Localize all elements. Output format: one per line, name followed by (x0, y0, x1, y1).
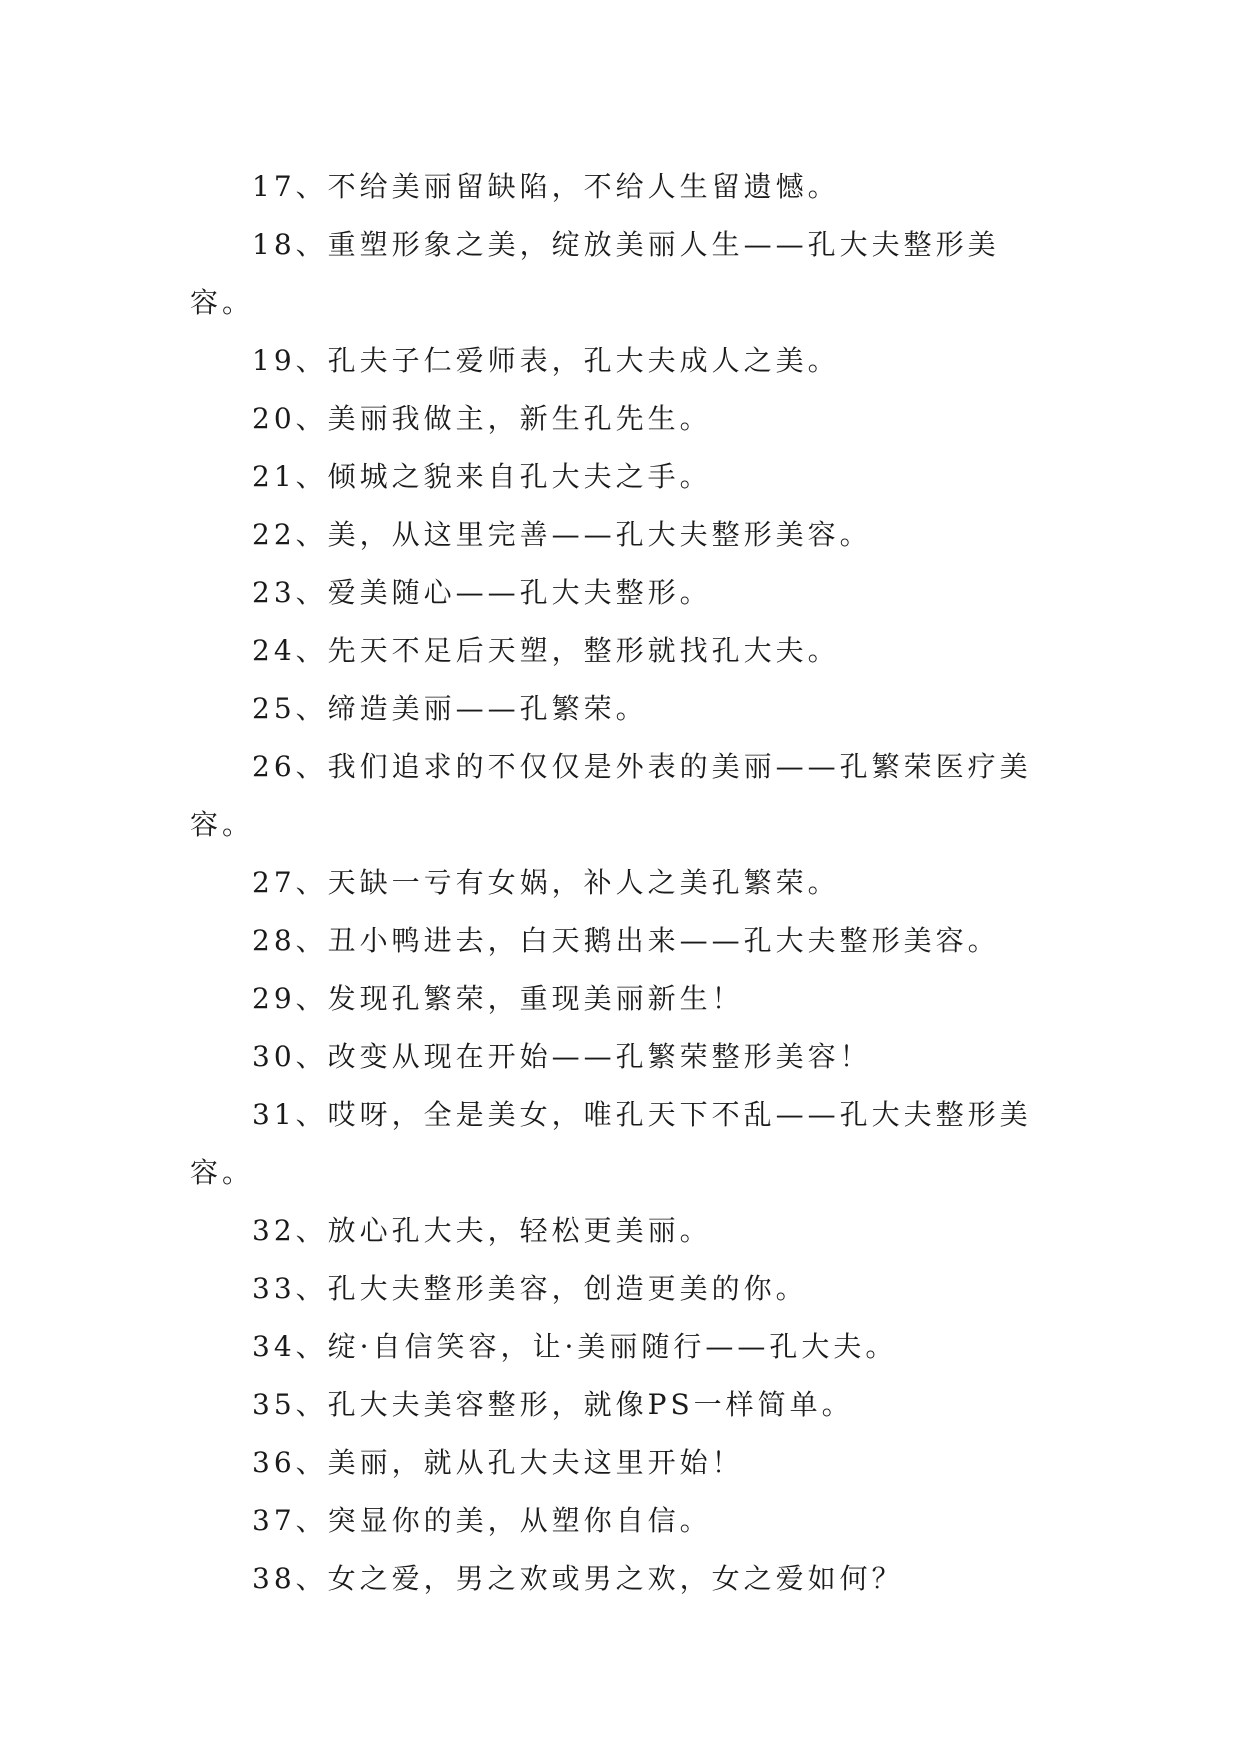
slogan-paragraph: 20、美丽我做主，新生孔先生。 (252, 402, 712, 435)
slogan-paragraph: 29、发现孔繁荣，重现美丽新生！ (252, 982, 744, 1015)
slogan-paragraph: 22、美，从这里完善——孔大夫整形美容。 (252, 518, 872, 551)
slogan-paragraph: 28、丑小鸭进去，白天鹅出来——孔大夫整形美容。 (252, 924, 1000, 957)
slogan-paragraph: 34、绽·自信笑容，让·美丽随行——孔大夫。 (252, 1330, 898, 1363)
slogan-paragraph: 18、重塑形象之美，绽放美丽人生——孔大夫整形美容。 (190, 228, 1000, 319)
document-body (190, 158, 1050, 1608)
slogan-paragraph: 25、缔造美丽——孔繁荣。 (252, 692, 648, 725)
slogan-paragraph: 23、爱美随心——孔大夫整形。 (252, 576, 712, 609)
slogan-paragraph: 36、美丽，就从孔大夫这里开始！ (252, 1446, 744, 1479)
slogan-paragraph: 38、女之爱，男之欢或男之欢，女之爱如何？ (252, 1562, 904, 1595)
slogan-paragraph: 33、孔大夫整形美容，创造更美的你。 (252, 1272, 808, 1305)
slogan-paragraph: 32、放心孔大夫，轻松更美丽。 (252, 1214, 712, 1247)
slogan-paragraph: 21、倾城之貌来自孔大夫之手。 (252, 460, 712, 493)
slogan-paragraph: 35、孔大夫美容整形，就像PS一样简单。 (252, 1388, 854, 1421)
slogan-paragraph: 30、改变从现在开始——孔繁荣整形美容！ (252, 1040, 872, 1073)
slogan-paragraph: 27、天缺一亏有女娲，补人之美孔繁荣。 (252, 866, 840, 899)
slogan-paragraph: 17、不给美丽留缺陷，不给人生留遗憾。 (252, 170, 840, 203)
slogan-paragraph: 37、突显你的美，从塑你自信。 (252, 1504, 712, 1537)
slogan-paragraph: 19、孔夫子仁爱师表，孔大夫成人之美。 (252, 344, 840, 377)
slogan-paragraph: 24、先天不足后天塑，整形就找孔大夫。 (252, 634, 840, 667)
slogan-paragraph: 26、我们追求的不仅仅是外表的美丽——孔繁荣医疗美容。 (190, 750, 1032, 841)
slogan-paragraph: 31、哎呀，全是美女，唯孔天下不乱——孔大夫整形美容。 (190, 1098, 1032, 1189)
